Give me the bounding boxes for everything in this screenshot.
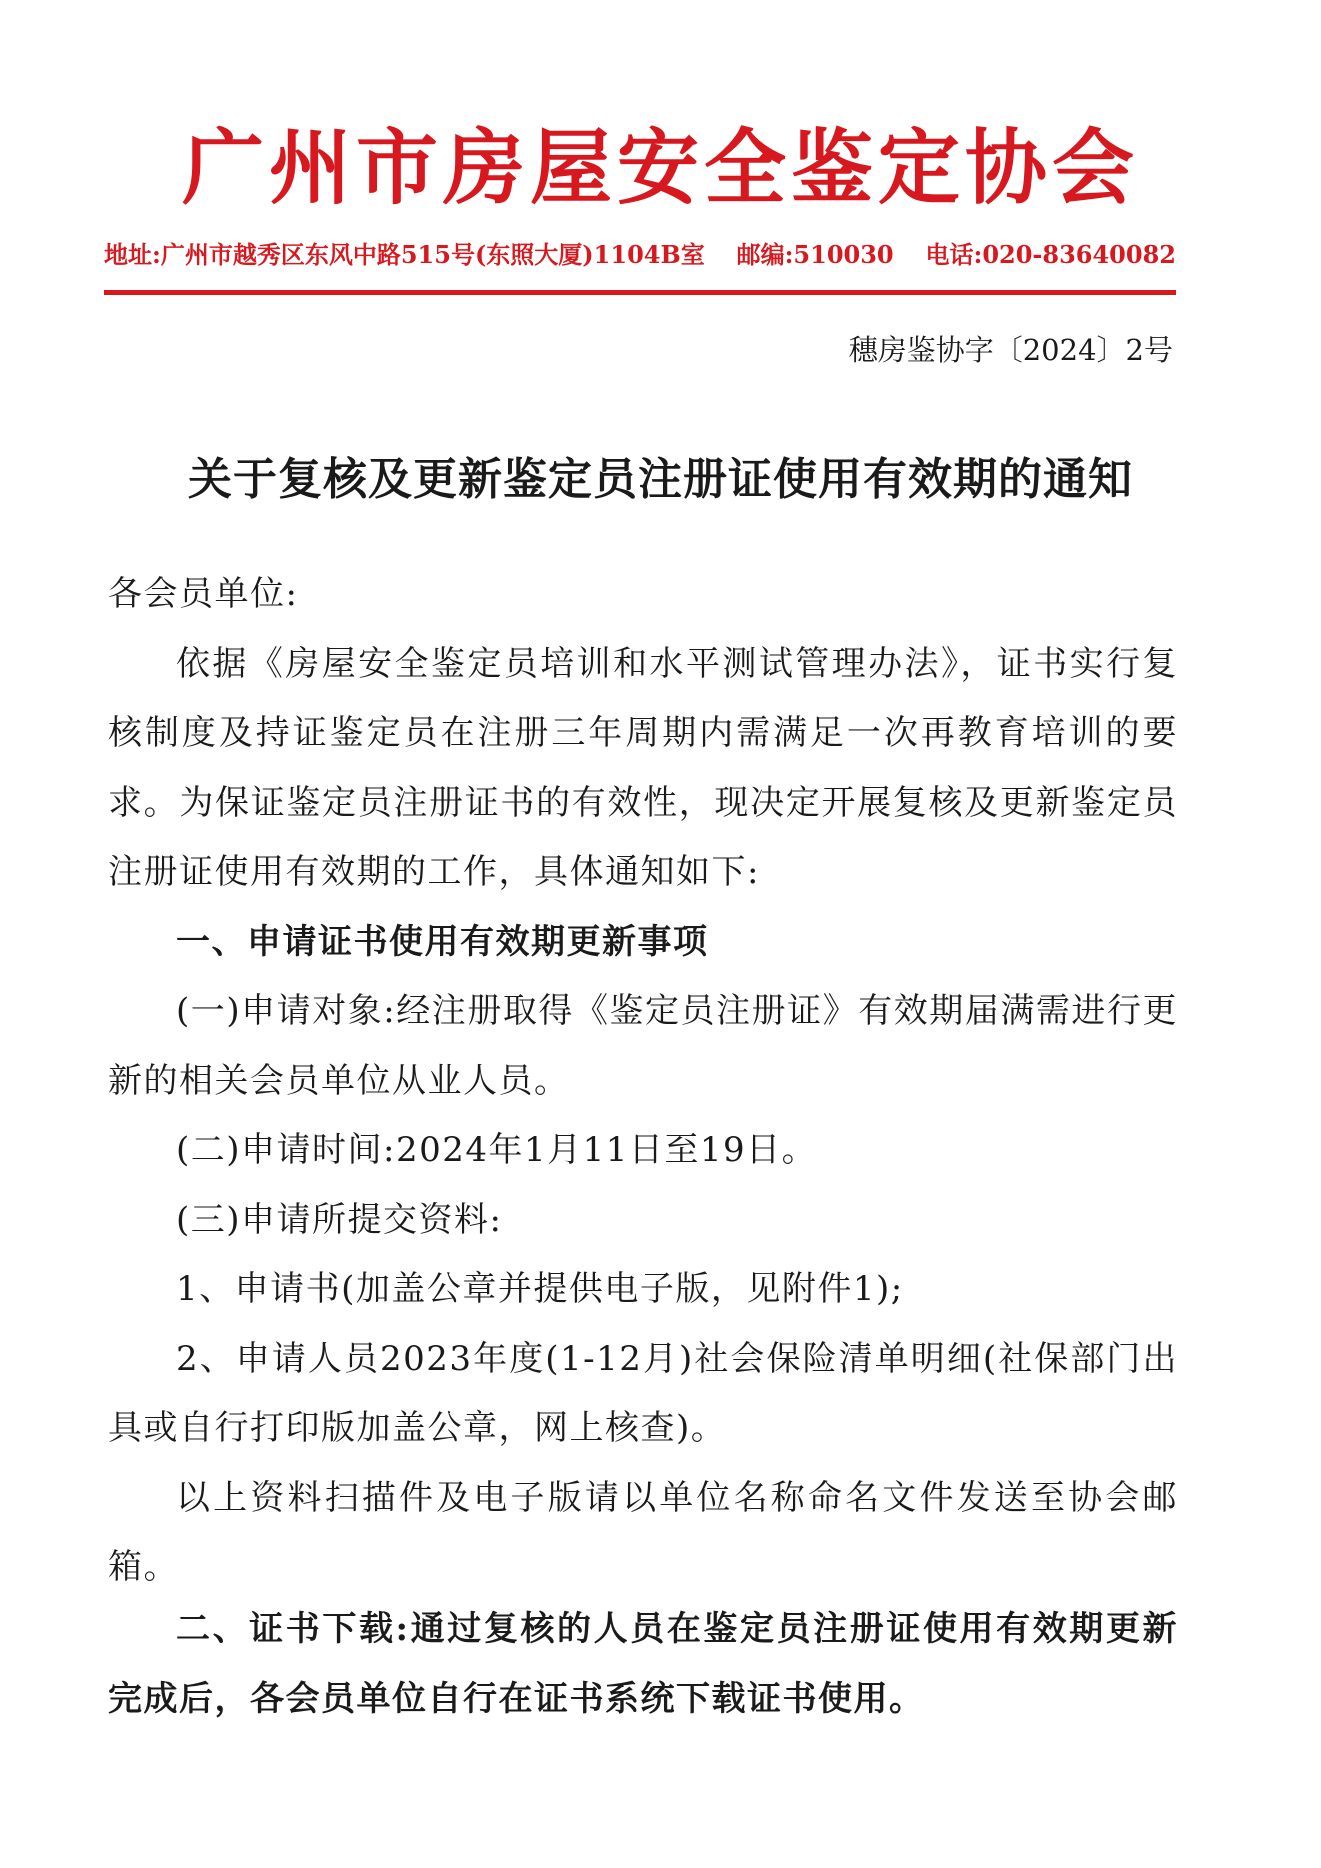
intro-paragraph: 依据《房屋安全鉴定员培训和水平测试管理办法》，证书实行复核制度及持证鉴定员在注册三年周期内需满足一次再教育培训的要求。为保证鉴定员注册证书的有效性，现决定开展复核及更新鉴定员注册证使用有效期的工作，具体通知如下: xyxy=(108,643,1178,892)
contact-line xyxy=(104,238,1176,272)
material-application-form: 1、申请书(加盖公章并提供电子版，见附件1); xyxy=(176,1269,904,1309)
submission-note: 以上资料扫描件及电子版请以单位名称命名文件发送至协会邮箱。 xyxy=(108,1477,1178,1587)
address: 地址:广州市越秀区东风中路515号(东照大厦)1104B室 xyxy=(104,240,705,269)
postcode: 邮编:510030 xyxy=(736,240,894,269)
material-social-insurance: 2、申请人员2023年度(1-12月)社会保险清单明细(社保部门出具或自行打印版加盖公章，网上核查)。 xyxy=(108,1338,1178,1448)
item-applicants: (一)申请对象:经注册取得《鉴定员注册证》有效期届满需进行更新的相关会员单位从业人员。 xyxy=(108,991,1178,1101)
section-1-heading: 一、申请证书使用有效期更新事项 xyxy=(176,921,709,962)
section-2-paragraph: 二、证书下载:通过复核的人员在鉴定员注册证使用有效期更新完成后，各会员单位自行在证书系统下载证书使用。 xyxy=(108,1609,1178,1719)
document-title: 关于复核及更新鉴定员注册证使用有效期的通知 xyxy=(188,454,1133,505)
section-2 xyxy=(108,1594,1178,1734)
red-divider xyxy=(104,290,1176,295)
phone: 电话:020-83640082 xyxy=(925,240,1176,269)
document-number: 穗房鉴协字〔2024〕2号 xyxy=(848,333,1173,367)
salutation: 各会员单位: xyxy=(108,574,299,614)
document-body xyxy=(108,560,1178,1603)
organization-name: 广州市房屋安全鉴定协会 xyxy=(181,120,1139,216)
item-application-time: (二)申请时间:2024年1月11日至19日。 xyxy=(176,1130,818,1170)
item-materials: (三)申请所提交资料: xyxy=(176,1199,503,1240)
